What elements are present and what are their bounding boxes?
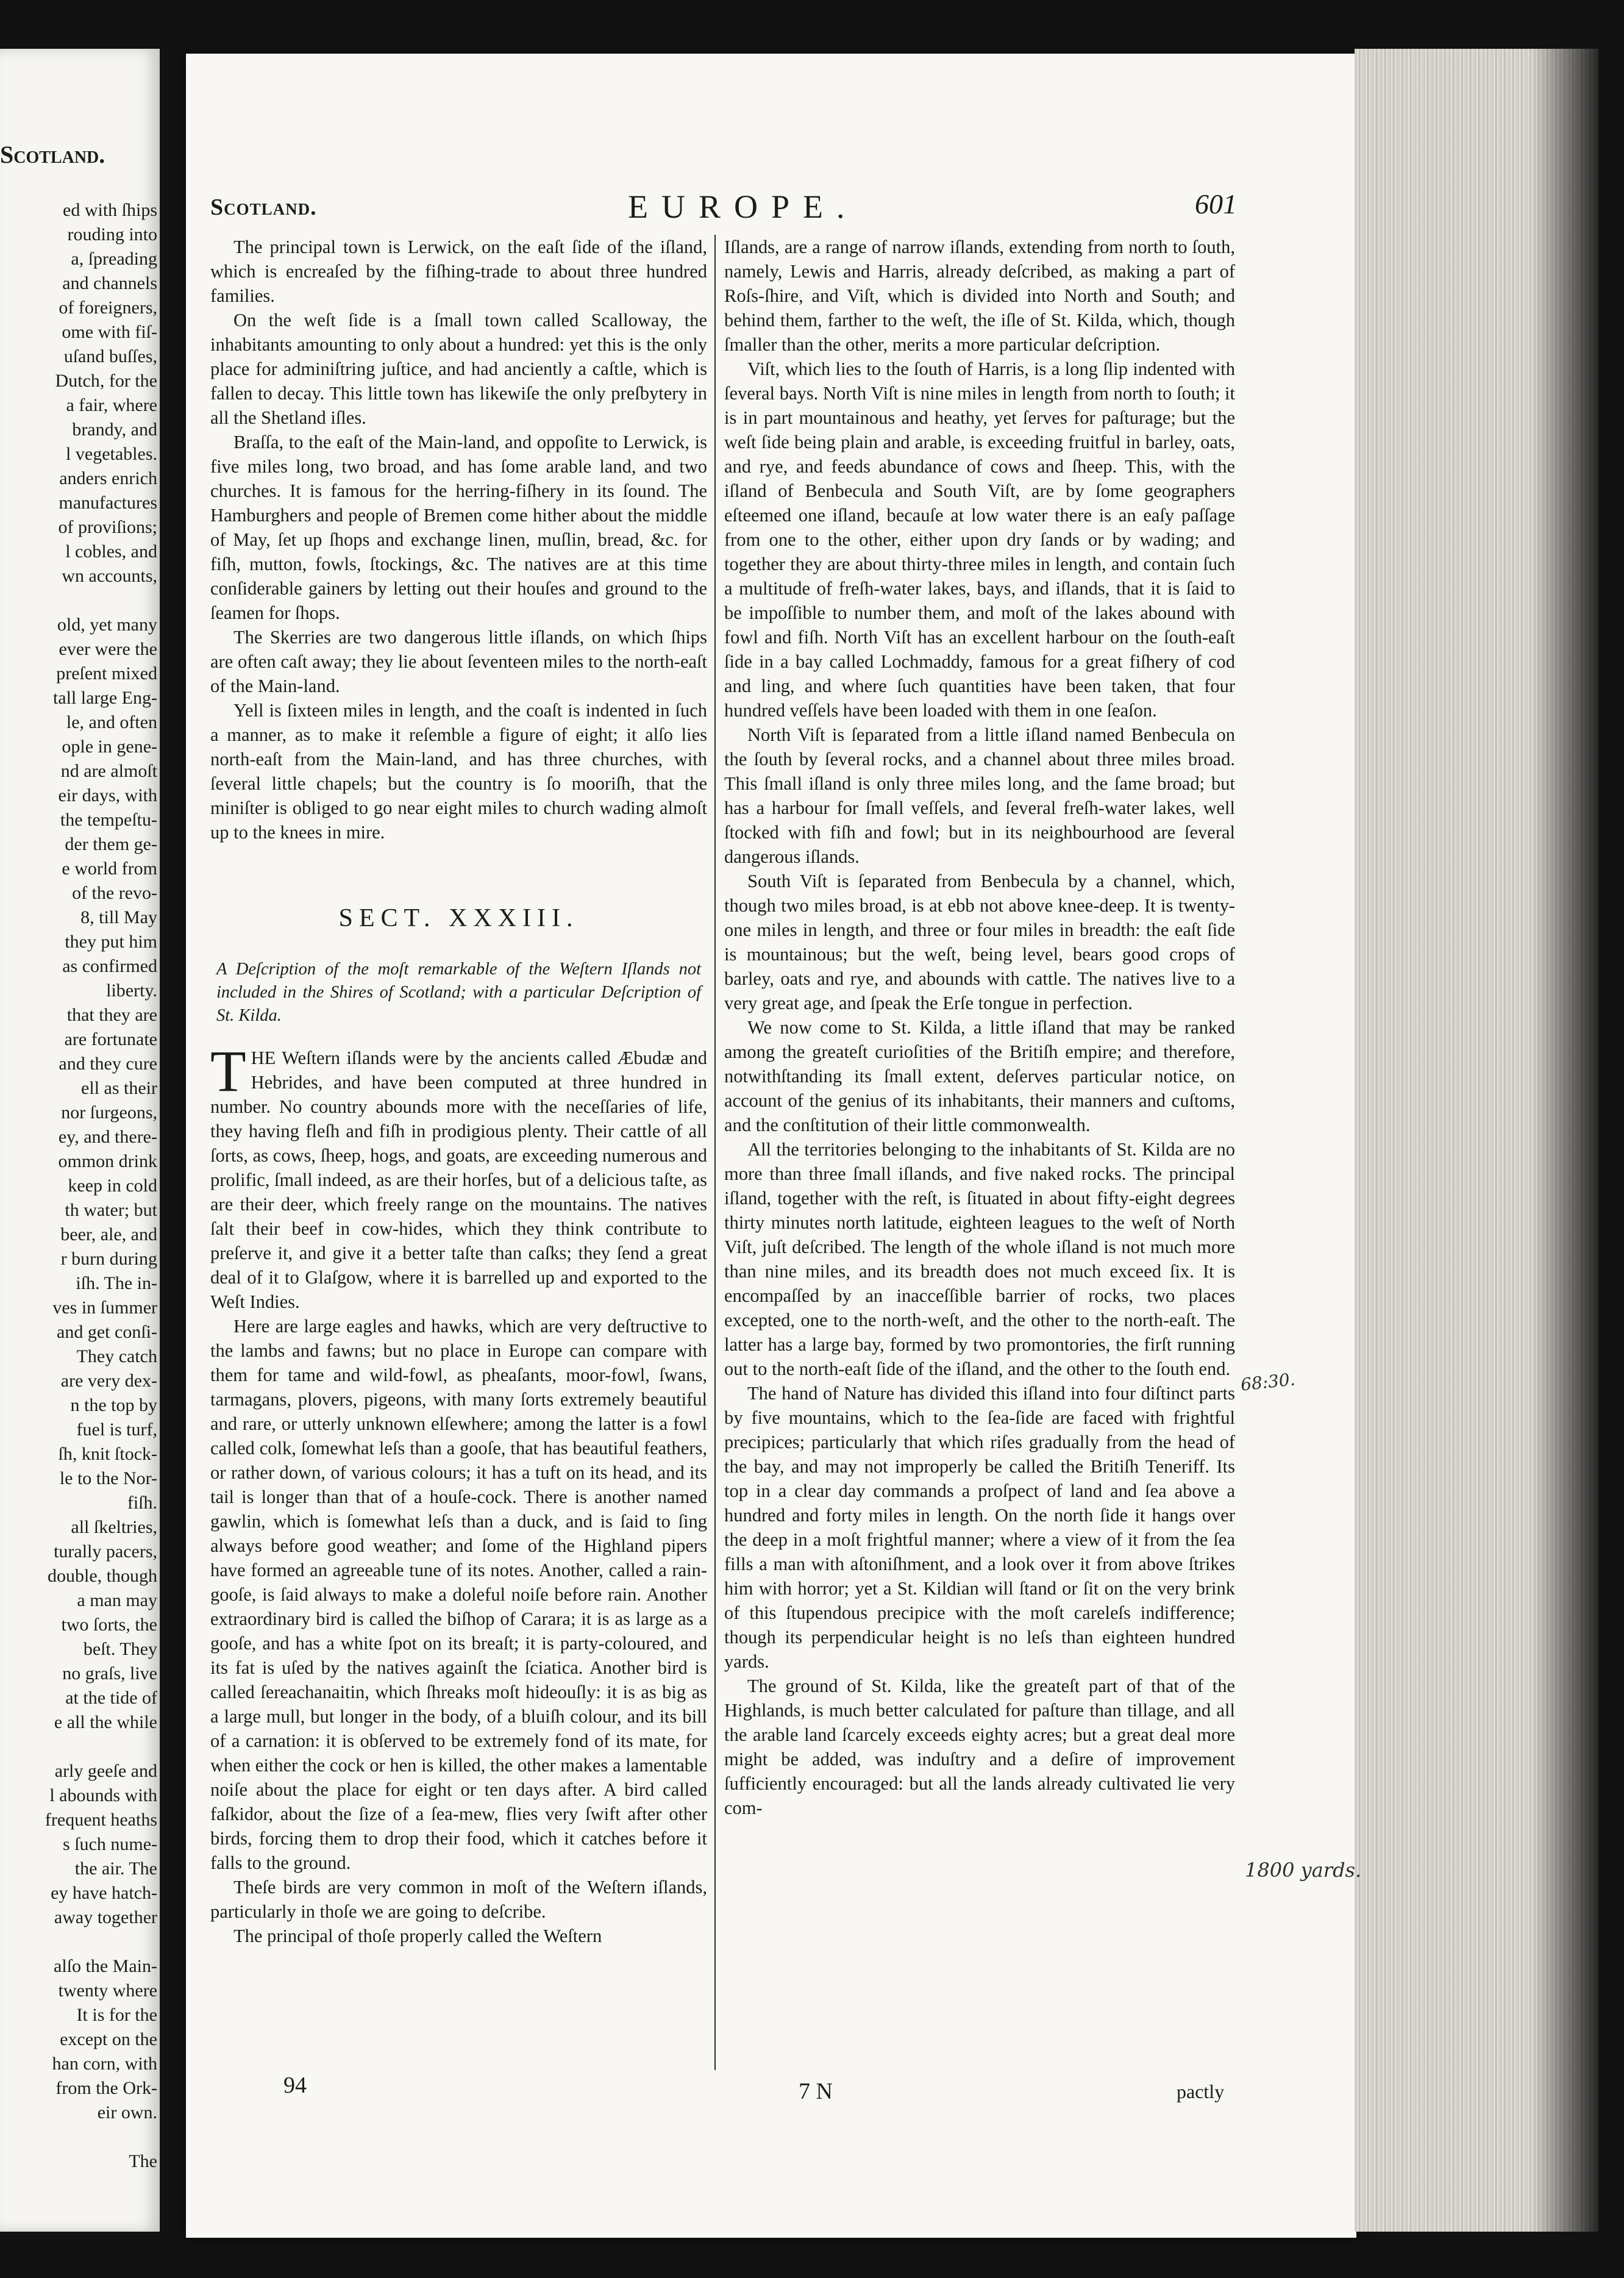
paragraph: The hand of Nature has divided this iſland into four diſtinct parts by five mountains, which to the ſea-ſide are faced with frightful precipices; particularly that which riſes gradually from the head of the bay, and may not improperly be called the Britiſh Teneriff. Its top in a clear day commands a proſpect of land and ſea above a hundred and forty miles in length. On the north ſide it hangs over the deep in a moſt frightful manner; where a view of it from the ſea fills a man with aſtoniſhment, and a look over it from above ſtrikes him with horror; yet a St. Kildian will ſtand or ſit on the very brink of this ſtupendous precipice with the moſt careleſs indifference; though its perpendicular height is no leſs than eighteen hundred yards. [724,1383,1235,1672]
previous-page-text [0,198,157,2174]
text-line: han corn, with [52,2054,157,2074]
text-line: a fair, where [66,395,157,415]
text-line: away together [54,1907,157,1927]
text-line: as confirmed [62,956,157,976]
text-line: fuel is turf, [76,1419,157,1440]
paragraph: The ground of St. Kilda, like the greateſt part of that of the Highlands, is much better calculated for paſture than tillage, and all the arable land ſcarcely exceeds eighty acres; but a great deal more might be added, was induſtry and a deſire of improvement ſufficiently encouraged: but all the lands already cultivated lie very com- [724,1676,1235,1818]
paragraph: On the weſt ſide is a ſmall town called Scalloway, the inhabitants amounting to only about a hundred: yet this is the only place for adminiſtring juſtice, and had anciently a caſtle, which is fallen to decay. This little town has likewiſe the only preſbytery in all the Shetland iſles. [210,310,707,428]
text-line: and get conſi- [57,1322,157,1342]
paragraph: South Viſt is ſeparated from Benbecula by a channel, which, though two miles broad, is at ebb not above knee-deep. It is twenty-one miles in length, and three or four miles in breadth: the eaſt ſide is mountainous; but the weſt, being level, bears good crops of barley, oats and rye, and abounds with cattle. The natives live to a very great age, and ſpeak the Erſe tongue in perfection. [724,871,1235,1013]
text-line: Dutch, for the [55,371,157,391]
paragraph: Viſt, which lies to the ſouth of Harris, is a long ſlip indented with ſeveral bays. North Viſt is nine miles in length from north to ſouth; it is in part mountainous and heathy, yet ſerves for paſturage; but the weſt ſide being plain and arable, is exceeding fruitful in barley, oats, and rye, and feeds abundance of cows and ſheep. This, with the iſland of Benbecula and South Viſt, are by ſome geographers eſteemed one iſland, becauſe at low water there is an eaſy paſſage from one to the other, either upon dry ſands or by wading; and together they are about thirty-three miles in length, and contain ſuch a multitude of freſh-water lakes, bays, and iſlands, that it is ſaid to be impoſſible to number them, and moſt of the lakes abound with fowl and fiſh. North Viſt has an excellent harbour on the ſouth-eaſt ſide in a bay called Lochmaddy, famous for a great fiſhery of cod and ling, and where ſuch quantities have been taken, that four hundred veſſels have been loaded with them in one ſeaſon. [724,359,1235,721]
text-line: are fortunate [64,1029,157,1049]
paragraph: Braſſa, to the eaſt of the Main-land, and oppoſite to Lerwick, is five miles long, two broad, and has ſome arable land, and two churches. It is famous for the herring-fiſhery in its ſound. The Hamburghers and people of Bremen come hither about the middle of May, ſet up ſhops and exchange linen, muſlin, bread, &c. for fiſh, mutton, fowls, ſtockings, &c. The natives are at this time conſiderable gainers by letting out their houſes and ground to the ſeamen for ſhops. [210,432,707,623]
left-column [210,235,707,1948]
text-line: no graſs, live [62,1663,157,1684]
text-line: They catch [76,1346,157,1366]
text-line: l vegetables. [66,444,157,464]
text-line: ople in gene- [62,737,157,757]
text-line: ſh, knit ſtock- [58,1444,157,1464]
text-line: brandy, and [72,420,157,440]
text-line: n the top by [70,1395,157,1415]
text-line: rouding into [67,224,157,245]
section-description: A Deſcription of the moſt remarkable of the Weſtern Iſlands not included in the Shires of Scotland; with a particular Deſcription of St. Kilda. [216,960,701,1025]
line-gap [0,1930,157,1954]
paragraph: The principal town is Lerwick, on the eaſt ſide of the iſland, which is encreaſed by the fiſhing-trade to about three hundred families. [210,237,707,306]
text-line: a, ſpreading [71,249,157,269]
text-line: two ſorts, the [61,1615,157,1635]
text-line: anders enrich [59,468,157,488]
text-line: at the tide of [65,1688,157,1708]
text-line: that they are [66,1005,157,1025]
paragraph: Theſe birds are very common in moſt of the Weſtern iſlands, particularly in thoſe we are going to deſcribe. [210,1877,707,1922]
text-line: ey have hatch- [51,1883,157,1903]
text-line: ome with fiſ- [62,322,157,342]
signature-mark: 94 [283,2073,307,2098]
paragraph-text: HE Weſtern iſlands were by the ancients called Æbudæ and Hebrides, and have been computed at three hundred in number. No country abounds more with the neceſſaries of life, they having fleſh and fiſh in prodigious plenty. Their cattle of all ſorts, as cows, ſheep, hogs, and goats, are exceeding numerous and prolific, ſmall indeed, as are their horſes, but of a delicious taſte, as are their deer, which freely range on the mountains. The natives ſalt their beef in cow-hides, which they think contribute to preſerve it, and give it a better taſte than caſks; they ſend a great deal of it to Glaſgow, where it is barrelled up and exported to the Weſt Indies. [210,1048,707,1312]
paragraph: Here are large eagles and hawks, which are very deſtructive to the lambs and fawns; but no place in Europe can compare with them for tame and wild-fowl, as pheaſants, moor-fowl, ſwans, tarmagans, plovers, pigeons, with many ſorts extremely beautiful and rare, or utterly unknown elſewhere; among the latter is a fowl called colk, ſomewhat leſs than a gooſe, that has beautiful feathers, or rather down, of various colours; it has a tuft on its head, and its tail is longer than that of a houſe-cock. There is another named gawlin, which is ſomewhat leſs than a duck, and is ſaid to ſing always before good weather; and ſome of the Highland pipers have formed an agreeable tune of its notes. Another, called a rain-gooſe, is ſaid always to make a doleful noiſe before rain. Another extraordinary bird is called the biſhop of Carara; it is as large as a gooſe, and has a white ſpot on its breaſt; it is party-coloured, and its fat is uſed by the natives againſt the ſciatica. Another bird is called ſereachanaitin, which ſhreaks moſt hideouſly: it is as big as a large mull, but longer in the body, of a bluiſh colour, and its bill of a carnation: it is obſerved to be extremely fond of its mate, for when either the cock or hen is killed, the other makes a lamentable noiſe about the place for eight or ten days after. A bird called faſkidor, about the ſize of a ſea-mew, flies very ſwift after other birds, forcing them to drop their food, which it catches before it falls to the ground. [210,1316,707,1873]
paragraph: All the territories belonging to the inhabitants of St. Kilda are no more than three ſmall iſlands, and five naked rocks. The principal iſland, together with the reſt, is ſituated in about fifty-eight degrees thirty minutes north latitude, eighteen leagues to the weſt of North Viſt, juſt deſcribed. The length of the whole iſland is not much more than nine miles, and its breadth does not much exceed ſix. It is encompaſſed by an inacceſſible barrier of rocks, two places excepted, one to the north-weſt, and the other to the north-eaſt. The latter has a large bay, formed by two promontories, the firſt running out to the north-eaſt ſide of the iſland, and the other to the ſouth end. [724,1139,1235,1379]
text-line: and they cure [59,1054,157,1074]
text-line: twenty where [58,1980,157,2001]
page-number: 601 [1195,188,1237,220]
text-line: uſand buſſes, [63,346,157,366]
handwritten-note: 68:30. [1239,1369,1297,1395]
text-line: l abounds with [49,1785,157,1805]
text-line: from the Ork- [55,2078,157,2098]
text-line: e all the while [54,1712,157,1732]
text-line: ves in ſummer [52,1298,157,1318]
text-line: ommon drink [58,1151,157,1171]
page-edges [1355,49,1598,2232]
signature-mark-right: 7 N [799,2079,833,2104]
text-line: a man may [77,1590,157,1610]
text-line: eir days, with [58,785,157,805]
text-line: tall large Eng- [52,688,157,708]
text-line: of the revo- [72,883,157,903]
text-line: ever were the [59,639,157,659]
line-gap [0,1735,157,1759]
text-line: ell as their [81,1078,157,1098]
text-line: s ſuch nume- [63,1834,157,1854]
text-line: ey, and there- [58,1127,157,1147]
drop-cap: T [210,1038,246,1104]
text-line: th water; but [65,1200,157,1220]
text-line: nd are almoſt [60,761,157,781]
text-line: r burn during [60,1249,157,1269]
paragraph: Yell is ſixteen miles in length, and the coaſt is indented in ſuch a manner, as to make it reſemble a figure of eight; it alſo lies north-eaſt from the Main-land, and has three churches, with ſeveral little chapels; but the country is ſo mooriſh, that the miniſter is obliged to go near eight miles to church wading almoſt up to the knees in mire. [210,700,707,843]
text-line: preſent mixed [56,663,157,684]
text-line: beſt. They [83,1639,157,1659]
paragraph: We now come to St. Kilda, a little iſland that may be ranked among the greateſt curioſities of the Britiſh empire; and therefore, notwithſtanding its ſmall extent, deſerves particular notice, on account of the genius of its inhabitants, their manners and cuſtoms, and the conſtitution of their little commonwealth. [724,1017,1235,1135]
section-heading: SECT. XXXIII. [338,904,579,932]
text-line: old, yet many [57,615,157,635]
previous-page-fragment [0,49,160,2232]
text-line: der them ge- [65,834,157,854]
text-line: l cobles, and [65,541,157,562]
text-line: alſo the Main- [54,1956,157,1976]
right-column [724,235,1235,1820]
catchword: pactly [1177,2080,1225,2102]
text-line: except on the [60,2029,157,2049]
text-line: of proviſions; [58,517,157,537]
paragraph: North Viſt is ſeparated from a little iſland named Benbecula on the ſouth by ſeveral rocks, and a channel about three miles broad. This ſmall iſland is only three miles long, and the ſame broad; but has a harbour for ſmall veſſels, and ſeveral freſh-water lakes, well ſtocked with fiſh and fowl; but in its neighbourhood are ſeveral dangerous iſlands. [724,724,1235,867]
text-line: le to the Nor- [59,1468,157,1488]
text-line: all ſkeltries, [71,1517,157,1537]
text-line: the tempeſtu- [60,810,157,830]
text-line: It is for the [76,2005,157,2025]
text-line: arly geeſe and [54,1761,157,1781]
paragraph: Iſlands, are a range of narrow iſlands, extending from north to ſouth, namely, Lewis and Harris, already deſcribed, as making a part of Roſs-ſhire, and Viſt, which is divided into North and South; and behind them, farther to the weſt, the iſle of St. Kilda, which, though ſmaller than the other, merits a more particular deſcription. [724,237,1235,355]
text-line: liberty. [106,980,157,1001]
line-gap [0,2125,157,2149]
text-line: the air. The [74,1858,157,1879]
text-line: manufactures [59,493,157,513]
handwritten-note: 1800 yards. [1245,1858,1362,1882]
paragraph: The Skerries are two dangerous little iſlands, on which ſhips are often caſt away; they lie about ſeventeen miles to the north-eaſt of the Main-land. [210,627,707,696]
text-line: double, though [48,1566,157,1586]
text-line: ed with ſhips [63,200,157,220]
text-line: turally pacers, [54,1541,157,1562]
text-line: nor ſurgeons, [61,1102,157,1123]
line-gap [0,588,157,613]
text-line: The [129,2151,157,2171]
text-line: keep in cold [68,1176,157,1196]
text-line: beer, ale, and [60,1224,157,1244]
text-line: of foreigners, [59,298,157,318]
text-line: are very dex- [60,1371,157,1391]
text-line: fiſh. [127,1493,157,1513]
text-line: wn accounts, [62,566,157,586]
text-line: eir own. [97,2102,157,2123]
paragraph: The principal of thoſe properly called the Weſtern [233,1926,602,1946]
text-line: e world from [62,859,157,879]
running-head-left: Scotland. [210,195,317,220]
text-line: they put him [65,932,157,952]
column-rule [714,235,716,2070]
text-line: and channels [62,273,157,293]
paragraph-opening [210,1038,707,1314]
previous-page-running-head: Scotland. [0,141,105,168]
text-line: 8, till May [80,907,157,927]
text-line: le, and often [66,712,157,732]
text-line: iſh. The in- [76,1273,157,1293]
text-line: frequent heaths [45,1810,157,1830]
running-head-center: EUROPE. [628,188,858,225]
